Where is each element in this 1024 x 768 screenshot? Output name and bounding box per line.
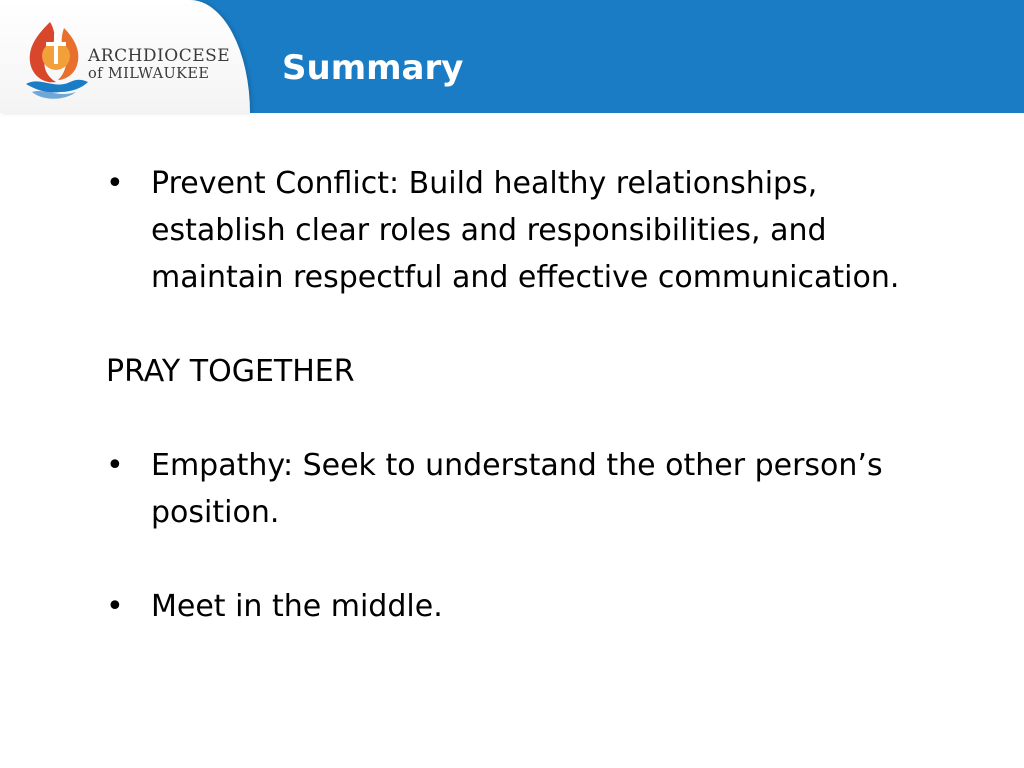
bullet-meet-middle [106,583,986,630]
bullet-dot: • [106,589,124,624]
slide-content [106,160,986,630]
bullet-line: Empathy: Seek to understand the other person’s [151,448,883,483]
pray-together-text: PRAY TOGETHER [106,354,355,389]
bullet-empathy [106,442,986,536]
archdiocese-logo-icon [20,18,90,100]
bullet-line: Meet in the middle. [151,589,443,624]
spacer [106,301,986,348]
bullet-line: establish clear roles and responsibilities, and [151,213,827,248]
logo-panel [0,0,250,113]
bullet-line: maintain respectful and effective communication. [151,260,900,295]
spacer [106,395,986,442]
bullet-line: Prevent Conflict: Build healthy relationships, [151,166,818,201]
bullet-dot: • [106,166,124,201]
spacer [106,536,986,583]
logo-text-archdiocese: ARCHDIOCESE [88,46,231,66]
logo-text-milwaukee: of MILWAUKEE [88,66,210,82]
bullet-prevent-conflict [106,160,986,301]
bullet-line: position. [151,495,280,530]
slide-title: Summary [282,48,464,88]
bullet-dot: • [106,448,124,483]
